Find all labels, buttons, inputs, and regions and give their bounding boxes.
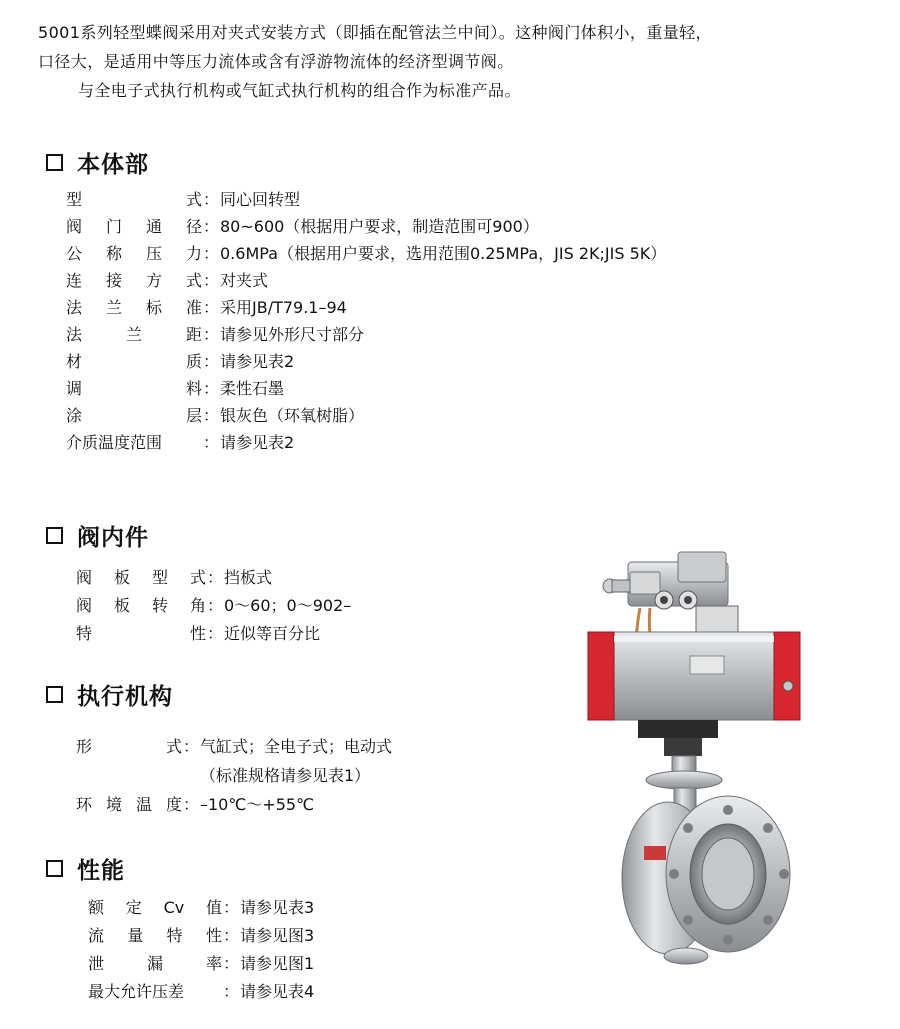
spec-value: 请参见外形尺寸部分 bbox=[220, 325, 365, 344]
spec-label-char: 量 bbox=[127, 926, 144, 945]
spec-value: 0～60；0～902– bbox=[224, 596, 352, 615]
spec-row bbox=[76, 761, 392, 790]
section-title-actuator bbox=[46, 678, 173, 711]
spec-label-char: 境 bbox=[105, 795, 122, 814]
spec-value: 0.6MPa（根据用户要求，选用范围0.25MPa，JIS 2K;JIS 5K） bbox=[220, 244, 667, 263]
spec-label-char: 额 bbox=[88, 898, 105, 917]
spec-label-char: 连 bbox=[66, 271, 83, 290]
spec-label-char: 径 bbox=[185, 217, 202, 236]
spec-label-char: 力 bbox=[185, 244, 202, 263]
spec-value: 对夹式 bbox=[220, 271, 269, 290]
spec-value: 请参见表2 bbox=[220, 433, 295, 452]
spec-list-performance bbox=[88, 894, 314, 1006]
spec-label-char: 方 bbox=[145, 271, 162, 290]
section-title-text: 阀内件 bbox=[77, 525, 149, 551]
spec-label-char: Cv bbox=[163, 898, 185, 917]
spec-label bbox=[66, 402, 202, 429]
spec-colon: ： bbox=[182, 795, 199, 814]
spec-colon: ： bbox=[202, 271, 219, 290]
spec-label bbox=[66, 348, 202, 375]
spec-row bbox=[88, 950, 314, 978]
spec-label bbox=[88, 922, 222, 950]
spec-colon bbox=[182, 761, 200, 790]
spec-colon: ： bbox=[206, 568, 223, 587]
spec-label-char: 质 bbox=[185, 352, 202, 371]
spec-label-char: 温 bbox=[135, 795, 152, 814]
spec-label bbox=[66, 375, 202, 402]
mounting-bracket bbox=[638, 720, 718, 738]
spec-label-char: 转 bbox=[151, 596, 168, 615]
spec-label-char: 式 bbox=[165, 737, 182, 756]
spec-colon: ： bbox=[182, 737, 199, 756]
spec-row bbox=[76, 564, 351, 592]
spec-value: 同心回转型 bbox=[220, 190, 301, 209]
spec-list-actuator bbox=[76, 732, 392, 819]
spec-value: 采用JB/T79.1–94 bbox=[220, 298, 347, 317]
spec-label-char: 形 bbox=[76, 737, 93, 756]
spec-row bbox=[66, 348, 666, 375]
spec-row bbox=[66, 321, 666, 348]
spec-colon: ： bbox=[202, 379, 219, 398]
spec-label-char: 接 bbox=[105, 271, 122, 290]
spec-label bbox=[88, 894, 222, 922]
spec-label bbox=[88, 978, 222, 1006]
intro-line-2: 口径大，是适用中等压力流体或含有浮游物流体的经济型调节阀。 bbox=[38, 52, 514, 71]
spec-label bbox=[66, 429, 202, 456]
spec-value: （标准规格请参见表1） bbox=[200, 766, 371, 785]
spec-colon: ： bbox=[202, 352, 219, 371]
spec-label-char: 率 bbox=[205, 954, 222, 973]
spec-label-char: 压 bbox=[145, 244, 162, 263]
spec-label-char: 通 bbox=[145, 217, 162, 236]
spec-colon: ： bbox=[202, 325, 219, 344]
spec-label-char: 兰 bbox=[125, 325, 142, 344]
spec-colon: ： bbox=[206, 596, 223, 615]
spec-label bbox=[66, 186, 202, 213]
spec-label bbox=[76, 761, 182, 790]
spec-value: 银灰色（环氧树脂） bbox=[220, 406, 365, 425]
spec-row bbox=[66, 267, 666, 294]
spec-colon: ： bbox=[202, 244, 219, 263]
spec-value: 挡板式 bbox=[224, 568, 273, 587]
spec-label-char: 阀 bbox=[76, 596, 93, 615]
section-title-performance bbox=[46, 852, 125, 885]
spec-label bbox=[76, 620, 206, 648]
spec-label-char: 层 bbox=[185, 406, 202, 425]
spec-label-char: 兰 bbox=[105, 298, 122, 317]
spec-label-char: 最大允许压差 bbox=[88, 982, 185, 1001]
valve-body bbox=[622, 796, 790, 964]
spec-row bbox=[66, 429, 666, 456]
spec-label-char: 板 bbox=[113, 568, 130, 587]
spec-label-char: 泄 bbox=[88, 954, 105, 973]
spec-row bbox=[88, 894, 314, 922]
spec-label-char: 材 bbox=[66, 352, 83, 371]
spec-label-char: 标 bbox=[145, 298, 162, 317]
butterfly-valve-illustration bbox=[578, 548, 823, 978]
spec-label bbox=[66, 213, 202, 240]
checkbox-icon bbox=[46, 860, 63, 877]
nameplate bbox=[644, 846, 666, 860]
spec-label-char: 法 bbox=[66, 298, 83, 317]
spec-value: 请参见表3 bbox=[240, 898, 315, 917]
spec-colon: ： bbox=[222, 926, 239, 945]
spec-row bbox=[66, 240, 666, 267]
spec-label-char: 漏 bbox=[146, 954, 163, 973]
spec-value: –10℃～+55℃ bbox=[200, 795, 315, 814]
checkbox-icon bbox=[46, 527, 63, 544]
spec-row bbox=[76, 732, 392, 761]
spec-label-char: 特 bbox=[166, 926, 183, 945]
intro-line-1: 5001系列轻型蝶阀采用对夹式安装方式（即插在配管法兰中间）。这种阀门体积小，重量轻， bbox=[38, 23, 712, 42]
spec-label-char: 性 bbox=[205, 926, 222, 945]
spec-colon: ： bbox=[222, 898, 239, 917]
spec-row bbox=[66, 186, 666, 213]
spec-label-char: 式 bbox=[185, 271, 202, 290]
spec-label bbox=[66, 294, 202, 321]
spec-value: 近似等百分比 bbox=[224, 624, 321, 643]
spec-colon: ： bbox=[202, 298, 219, 317]
spec-value: 气缸式；全电子式；电动式 bbox=[200, 737, 393, 756]
spec-row bbox=[76, 592, 351, 620]
checkbox-icon bbox=[46, 154, 63, 171]
spec-list-internals bbox=[76, 564, 351, 648]
section-title-body bbox=[46, 146, 149, 179]
spec-label-char: 料 bbox=[185, 379, 202, 398]
spec-label-char: 角 bbox=[189, 596, 206, 615]
spec-colon: ： bbox=[222, 954, 239, 973]
spec-label-char: 环 bbox=[76, 795, 93, 814]
spec-label bbox=[88, 950, 222, 978]
spec-value: 请参见图1 bbox=[240, 954, 315, 973]
spec-label-char: 式 bbox=[185, 190, 202, 209]
spec-row bbox=[88, 978, 314, 1006]
spec-list-body bbox=[66, 186, 666, 456]
spec-colon: ： bbox=[222, 982, 239, 1001]
spec-label-char: 公 bbox=[66, 244, 83, 263]
spec-row bbox=[76, 620, 351, 648]
spec-value: 请参见表4 bbox=[240, 982, 315, 1001]
spec-row bbox=[66, 375, 666, 402]
spec-label-char: 介质温度范围 bbox=[66, 433, 163, 452]
spec-label bbox=[76, 592, 206, 620]
spec-label-char: 值 bbox=[205, 898, 222, 917]
section-title-text: 执行机构 bbox=[77, 684, 173, 710]
spec-row bbox=[88, 922, 314, 950]
spec-value: 请参见表2 bbox=[220, 352, 295, 371]
spec-label-char: 准 bbox=[185, 298, 202, 317]
spec-row bbox=[66, 213, 666, 240]
spec-label bbox=[76, 790, 182, 819]
section-title-internals bbox=[46, 519, 149, 552]
spec-label bbox=[66, 321, 202, 348]
intro-paragraph bbox=[38, 18, 868, 105]
positioner-box bbox=[603, 552, 738, 640]
coupling bbox=[664, 738, 702, 756]
spec-label-char: 调 bbox=[66, 379, 83, 398]
spec-label bbox=[76, 564, 206, 592]
spec-label-char: 称 bbox=[105, 244, 122, 263]
spec-label-char: 特 bbox=[76, 624, 93, 643]
spec-colon: ： bbox=[206, 624, 223, 643]
section-title-text: 本体部 bbox=[77, 152, 149, 178]
spec-label-char: 性 bbox=[189, 624, 206, 643]
spec-label-char: 度 bbox=[165, 795, 182, 814]
spec-row bbox=[76, 790, 392, 819]
section-title-text: 性能 bbox=[77, 858, 125, 884]
spec-label-char: 涂 bbox=[66, 406, 83, 425]
spec-value: 柔性石墨 bbox=[220, 379, 285, 398]
spec-row bbox=[66, 402, 666, 429]
spec-label-char: 法 bbox=[66, 325, 83, 344]
spec-label-char: 阀 bbox=[76, 568, 93, 587]
spec-label-char: 距 bbox=[185, 325, 202, 344]
spec-row bbox=[66, 294, 666, 321]
spec-label-char: 板 bbox=[113, 596, 130, 615]
pneumatic-actuator bbox=[588, 632, 800, 720]
spec-label-char: 定 bbox=[125, 898, 142, 917]
spec-colon: ： bbox=[202, 406, 219, 425]
spec-label bbox=[66, 267, 202, 294]
spec-label-char: 流 bbox=[88, 926, 105, 945]
spec-colon: ： bbox=[202, 217, 219, 236]
intro-line-3: 与全电子式执行机构或气缸式执行机构的组合作为标准产品。 bbox=[78, 81, 521, 100]
spec-value: 80~600（根据用户要求，制造范围可900） bbox=[220, 217, 539, 236]
spec-colon: ： bbox=[202, 433, 219, 452]
spec-value: 请参见图3 bbox=[240, 926, 315, 945]
spec-label-char: 式 bbox=[189, 568, 206, 587]
spec-label bbox=[76, 732, 182, 761]
spec-label-char: 型 bbox=[66, 190, 83, 209]
spec-label-char: 门 bbox=[105, 217, 122, 236]
spec-label bbox=[66, 240, 202, 267]
spec-label-char: 阀 bbox=[66, 217, 83, 236]
spec-label-char: 型 bbox=[151, 568, 168, 587]
checkbox-icon bbox=[46, 686, 63, 703]
spec-colon: ： bbox=[202, 190, 219, 209]
